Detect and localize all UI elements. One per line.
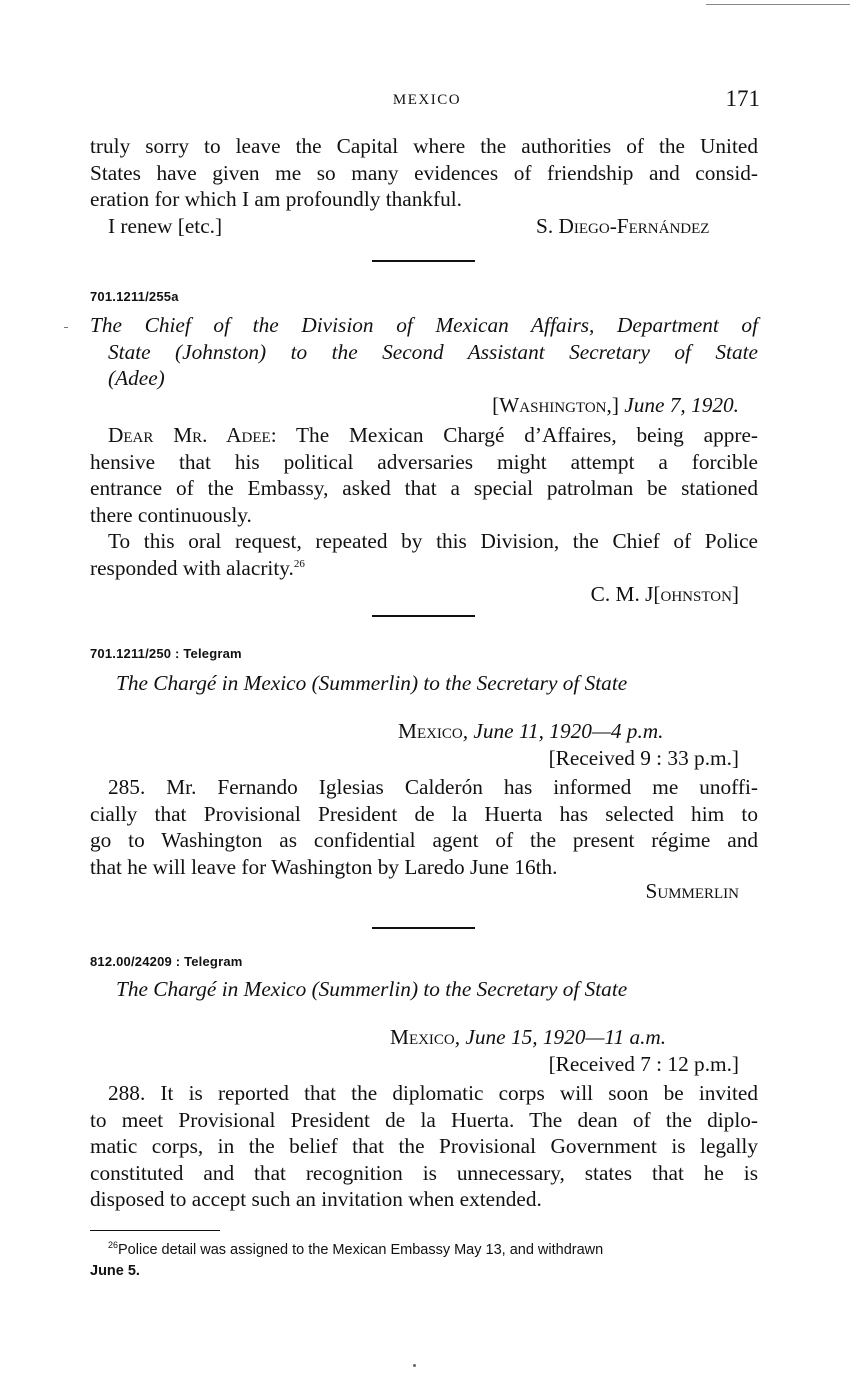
received-time: [Received 7 : 12 p.m.] (548, 1051, 739, 1076)
salutation-text: M (173, 423, 193, 447)
closing-phrase: I renew [etc.] (108, 213, 223, 238)
footnote-reference: 26 (293, 557, 305, 570)
body-text: : The Mexican Chargé d’Affaires, being appre- (270, 423, 759, 447)
body-line: that he will leave for Washington by Laredo June 16th. (90, 854, 558, 879)
top-edge-rule (706, 4, 850, 5)
place-text-smallcaps: ashington (519, 392, 607, 417)
signature-summerlin (645, 878, 739, 905)
file-reference: 701.1211/255a (90, 289, 179, 304)
section-divider (372, 927, 475, 929)
place-text: [W (492, 392, 520, 417)
salutation (108, 423, 271, 447)
footnote-line: June 5. (90, 1263, 140, 1279)
body-line: cially that Provisional President de la Huerta has selected him to (90, 801, 758, 826)
body-text: responded with alacrity. (90, 555, 294, 580)
body-line: matic corps, in the belief that the Provisional Government is legally (90, 1134, 758, 1158)
place-text: M (390, 1025, 409, 1049)
dateline (390, 1024, 666, 1051)
section-divider (372, 260, 475, 262)
signature-johnston (591, 581, 739, 608)
body-line: 285. Mr. Fernando Iglesias Calderón has informed me unoffi- (108, 775, 758, 799)
footnote-mark: 26 (108, 1240, 119, 1250)
file-reference: 812.00/24209 : Telegram (90, 954, 243, 969)
running-header-title: MEXICO (392, 92, 462, 108)
footnote-text: Police detail was assigned to the Mexican Embassy May 13, and withdrawn (118, 1242, 604, 1258)
salutation-text-smallcaps: r. (192, 423, 208, 447)
document-heading: The Chargé in Mexico (Summerlin) to the Secretary of State (116, 671, 628, 695)
page-number: 171 (725, 86, 760, 111)
paragraph-first-line (108, 422, 758, 449)
document-heading-line: (Adee) (108, 366, 165, 390)
signature-text: ] (731, 582, 739, 606)
body-line: constituted and that recognition is unnecessary, states that he is (90, 1160, 758, 1185)
body-line: disposed to accept such an invitation when extended. (90, 1187, 542, 1211)
place-text: ,] (606, 392, 619, 417)
file-reference: 701.1211/250 : Telegram (90, 646, 242, 661)
salutation-text-smallcaps: dee (241, 423, 271, 447)
body-line: eration for which I am profoundly thankful. (90, 187, 462, 211)
received-time: [Received 9 : 33 p.m.] (548, 745, 739, 770)
document-heading-line: The Chief of the Division of Mexican Affairs, Department of (90, 313, 758, 337)
date-text: June 7, 1920. (624, 392, 739, 417)
signature-diego-fernandez (536, 213, 709, 240)
body-line-with-footnote (90, 555, 305, 582)
document-heading: The Chargé in Mexico (Summerlin) to the Secretary of State (116, 977, 628, 1001)
document-heading-line: State (Johnston) to the Second Assistant Secretary of State (108, 339, 758, 364)
body-line: hensive that his political adversaries might attempt a forcible (90, 449, 758, 474)
margin-mark (64, 327, 68, 328)
date-text: , June 11, 1920—4 p.m. (462, 719, 664, 743)
body-line: there continuously. (90, 502, 252, 527)
footnote-rule (90, 1230, 220, 1231)
signature-text: S (645, 879, 658, 903)
footnote-line (108, 1240, 603, 1260)
salutation-text: A (226, 423, 242, 447)
date-text: , June 15, 1920—11 a.m. (454, 1025, 667, 1049)
signature-text: S. D (536, 213, 574, 238)
dateline (398, 718, 663, 745)
body-line: To this oral request, repeated by this Division, the Chief of Police (108, 529, 758, 553)
body-line: to meet Provisional President de la Huerta. The dean of the diplo- (90, 1107, 758, 1132)
signature-text-smallcaps: ummerlin (657, 879, 739, 903)
signature-text: C. M. J[ (590, 582, 661, 606)
body-line: 288. It is reported that the diplomatic corps will soon be invited (108, 1081, 758, 1105)
signature-text-smallcaps: iego-Fernández (573, 213, 710, 238)
place-text: M (398, 719, 417, 743)
place-text-smallcaps: exico (408, 1025, 455, 1049)
dateline (492, 392, 739, 419)
page-speck (413, 1364, 416, 1367)
body-line: truly sorry to leave the Capital where the authorities of the United (90, 134, 758, 158)
body-line: go to Washington as confidential agent of the present régime and (90, 828, 758, 852)
body-line: entrance of the Embassy, asked that a special patrolman be stationed (90, 476, 758, 500)
body-line: States have given me so many evidences of friendship and consid- (90, 160, 758, 185)
signature-text-smallcaps: ohnston (660, 582, 732, 606)
salutation-text-smallcaps: ear (123, 423, 154, 447)
place-text-smallcaps: exico (416, 719, 463, 743)
salutation-text: D (108, 423, 124, 447)
section-divider (372, 615, 475, 617)
